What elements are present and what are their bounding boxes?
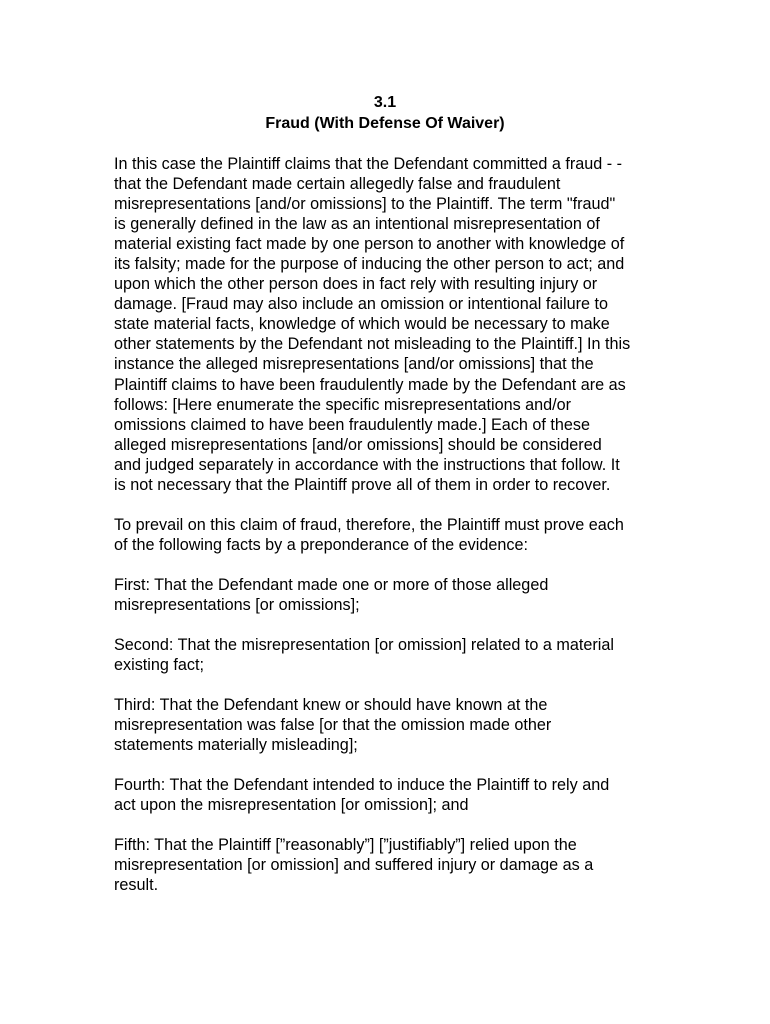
element-first: First: That the Defendant made one or more of those alleged misrepresentations [or omissions]; xyxy=(114,575,549,614)
element-second: Second: That the misrepresentation [or omission] related to a material existing fact; xyxy=(114,635,614,675)
section-title: Fraud (With Defense Of Waiver) xyxy=(265,115,505,132)
element-fifth: Fifth: That the Plaintiff [”reasonably”] [”justifiably”] relied upon the misrepresentation [or omission] and suffered injury or damage as a result. xyxy=(114,836,594,895)
element-third: Third: That the Defendant knew or should have known at the misrepresentation was false [or that the omission made other statements materially misleading]; xyxy=(114,696,552,755)
prevail-paragraph: To prevail on this claim of fraud, therefore, the Plaintiff must prove each of the following facts by a preponderance of the evidence: xyxy=(114,515,624,554)
document-body xyxy=(114,154,674,915)
intro-paragraph: In this case the Plaintiff claims that the Defendant committed a fraud - - that the Defendant made certain allegedly false and fraudulent misrepresentations [and/or omissions] to the Plaintiff. The term "fraud" is generally defined in the law as an intentional misrepresentation of material existing fact made by one person to another with knowledge of its falsity; made for the purpose of inducing the other person to act; and upon which the other person does in fact rely with resulting injury or damage. [Fraud may also include an omission or intentional failure to state material facts, knowledge of which would be necessary to make other statements by the Defendant not misleading to the Plaintiff.] In this instance the alleged misrepresentations [and/or omissions] that the Plaintiff claims to have been fraudulently made by the Defendant are as follows: [Here enumerate the specific misrepresentations and/or omissions claimed to have been fraudulently made.] Each of these alleged misrepresentations [and/or omissions] should be considered and judged separately in accordance with the instructions that follow. It is not necessary that the Plaintiff prove all of them in order to recover. xyxy=(114,155,631,494)
element-fourth: Fourth: That the Defendant intended to induce the Plaintiff to rely and act upon the misrepresentation [or omission]; and xyxy=(114,776,610,815)
section-number: 3.1 xyxy=(373,94,397,111)
